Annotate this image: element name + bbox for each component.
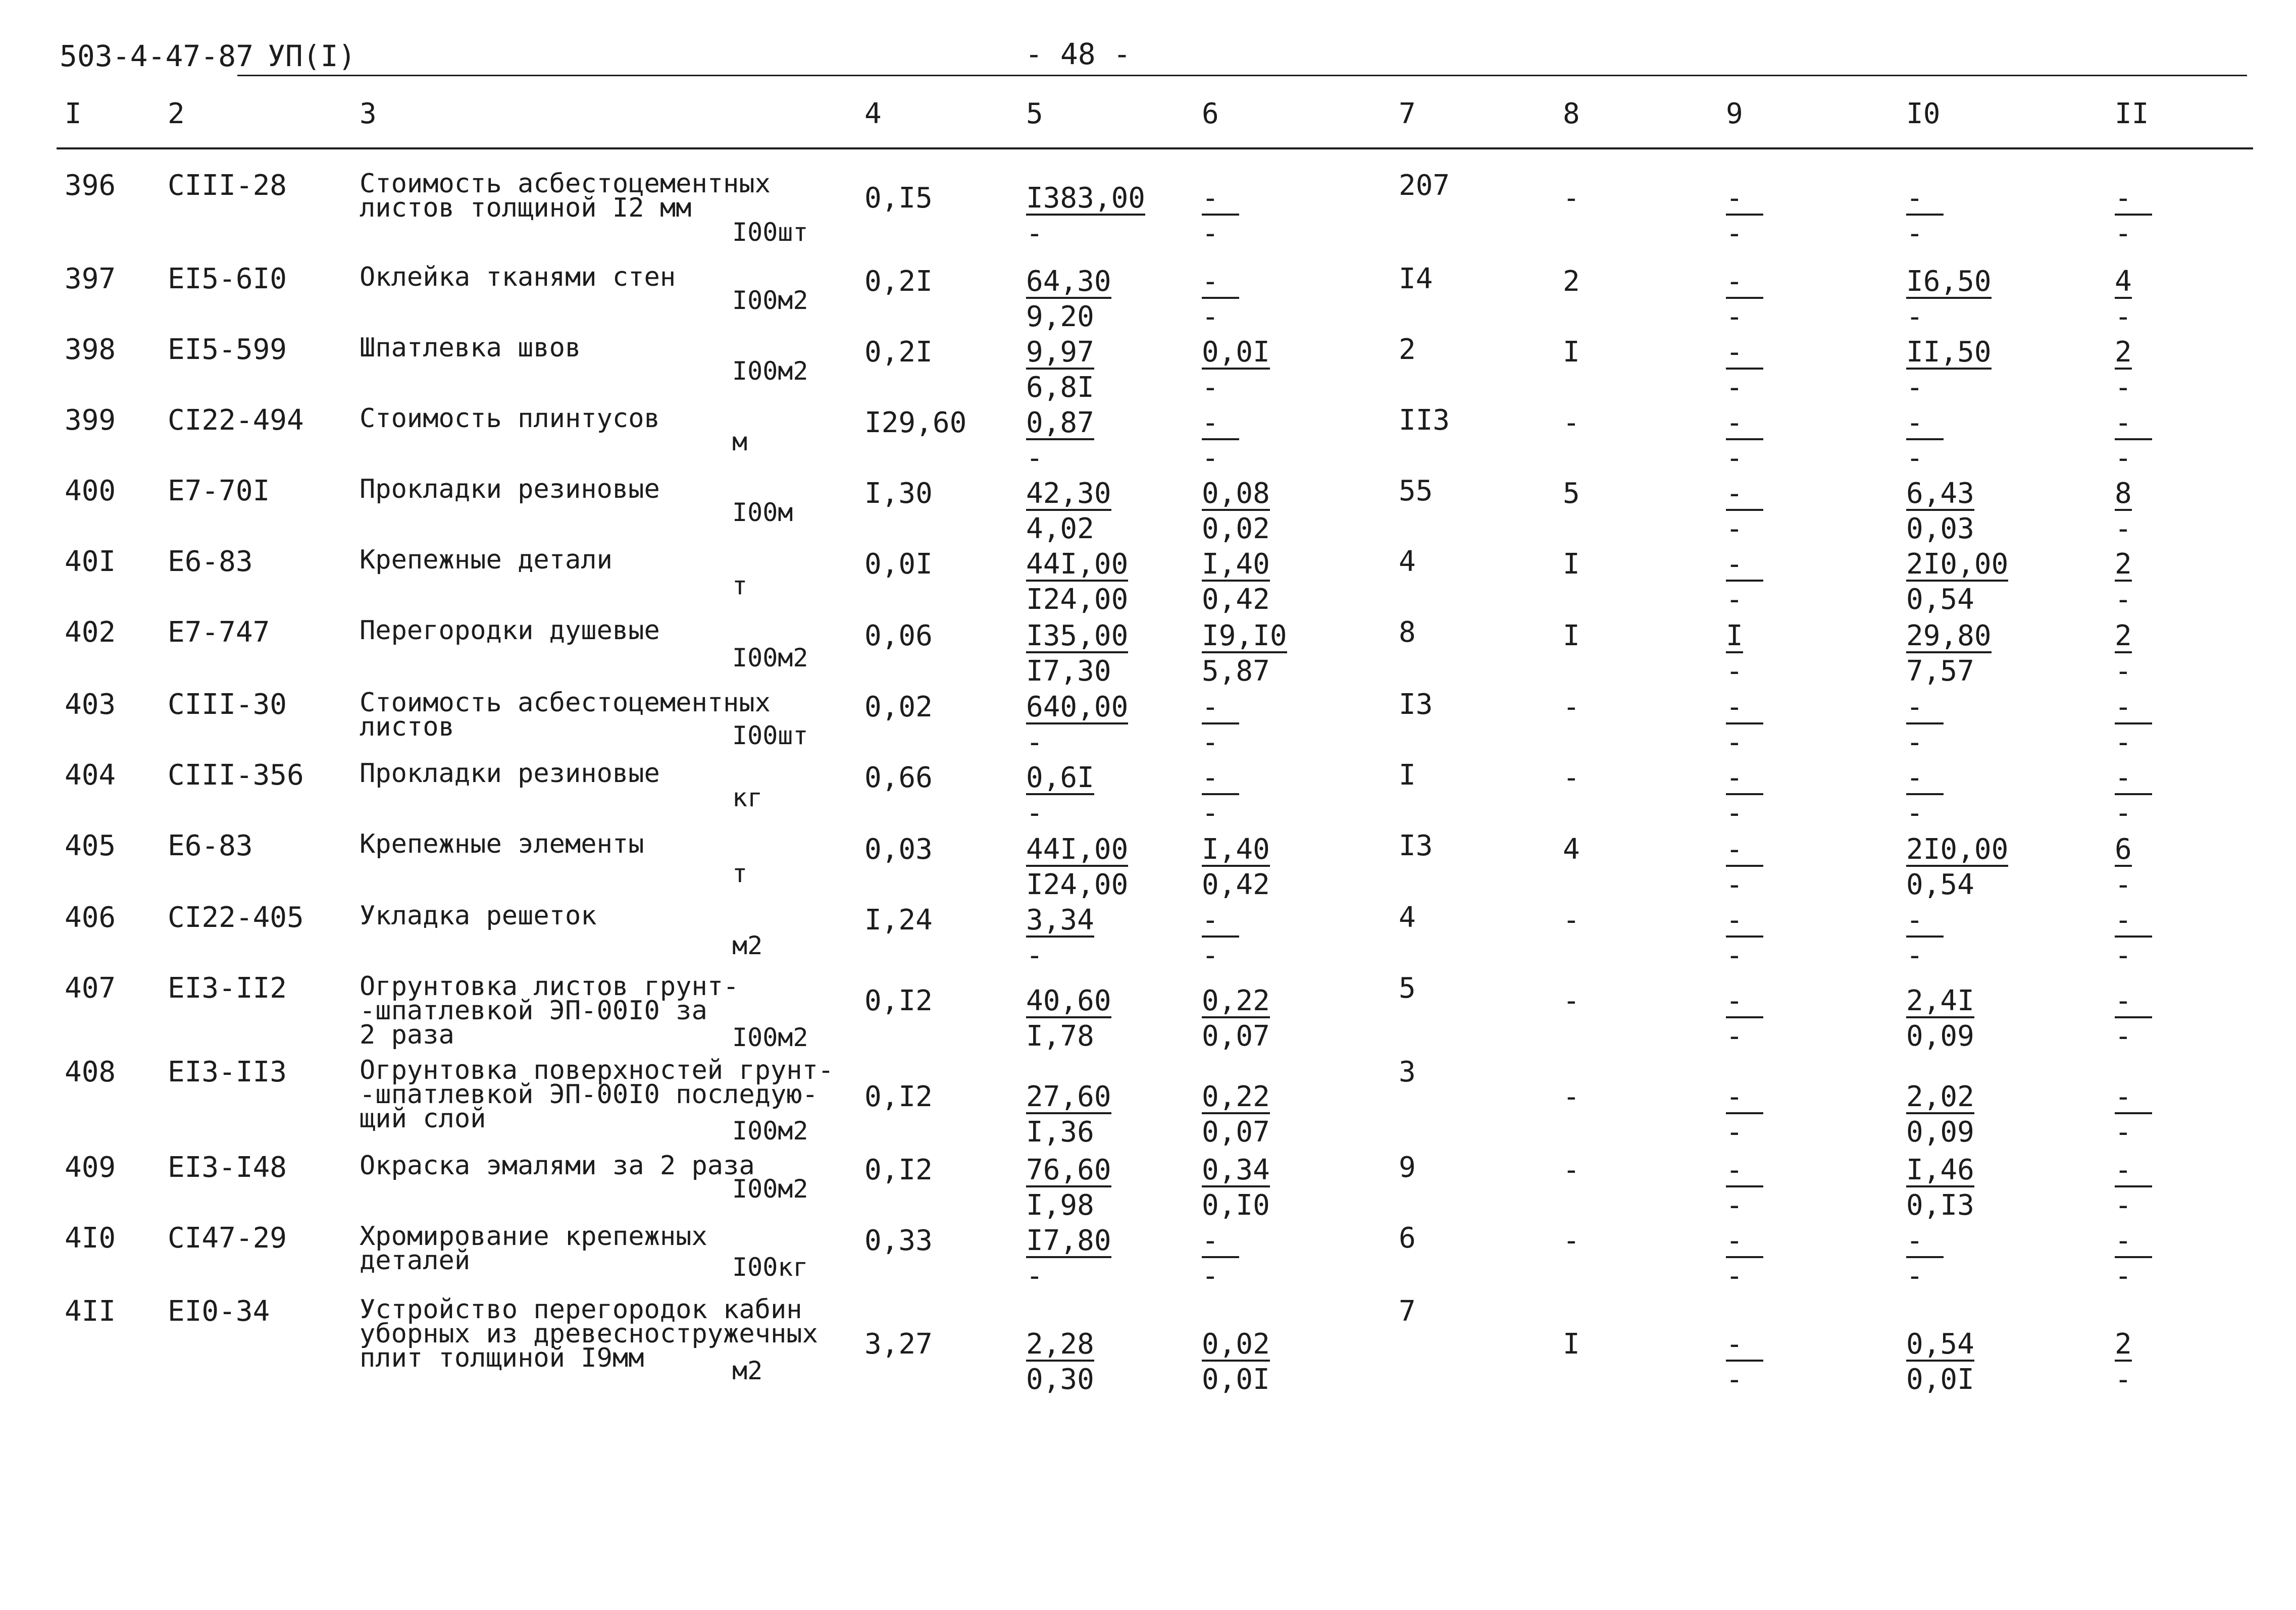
value-col8: I (1563, 619, 1580, 652)
value-bottom-col10: - (1906, 300, 1923, 333)
work-description: Стоимость асбестоцементных листов толщиной I2 мм (360, 169, 771, 223)
row-number: 397 (65, 263, 116, 295)
value-bottom-col6: - (1202, 371, 1219, 404)
value-bottom-col9: - (1726, 1189, 1743, 1222)
value-col7: 9 (1399, 1151, 1416, 1184)
value-top-col5: 64,30 (1026, 265, 1111, 298)
value-top-col9: - (1726, 1227, 1763, 1258)
page-number: - 48 - (1025, 37, 1131, 71)
value-top-col5: 0,6I (1026, 761, 1094, 794)
unit-of-measure: I00м2 (732, 1023, 808, 1052)
column-header-2: 2 (168, 97, 185, 130)
rate-code: СI22-494 (168, 404, 304, 437)
value-bottom-col9: - (1726, 1116, 1743, 1149)
value-bottom-col11: - (2115, 300, 2132, 333)
value-top-col6: 0,02 (1202, 1328, 1270, 1361)
value-bottom-col10: - (1906, 939, 1923, 972)
value-top-col6: - (1202, 184, 1239, 216)
work-description: Перегородки душевые (360, 615, 660, 646)
value-col8: - (1563, 691, 1580, 723)
value-top-col10: I6,50 (1906, 265, 1992, 298)
rate-code: Е7-70I (168, 475, 270, 507)
value-bottom-col10: - (1906, 371, 1923, 404)
unit-of-measure: I00м2 (732, 643, 808, 672)
unit-of-measure: I00м (732, 498, 793, 527)
value-bottom-col5: 0,30 (1026, 1363, 1094, 1396)
column-header-9: 9 (1726, 97, 1743, 130)
unit-of-measure: м2 (732, 931, 763, 960)
value-bottom-col10: 0,09 (1906, 1020, 1974, 1053)
value-col7: 5 (1399, 972, 1416, 1005)
work-description: Огрунтовка листов грунт- -шпатлевкой ЭП-00I0 за 2 раза (360, 971, 739, 1050)
work-description: Крепежные элементы (360, 829, 644, 859)
rate-code: Е6-83 (168, 829, 253, 862)
value-bottom-col11: - (2115, 726, 2132, 759)
value-top-col5: 42,30 (1026, 477, 1111, 510)
quantity: 0,I2 (864, 984, 933, 1017)
value-top-col9: - (1726, 184, 1763, 216)
value-top-col9: - (1726, 906, 1763, 938)
row-number: 403 (65, 688, 116, 721)
quantity: 0,I2 (864, 1080, 933, 1113)
value-top-col5: 44I,00 (1026, 548, 1129, 581)
value-bottom-col10: 0,I3 (1906, 1189, 1974, 1222)
value-bottom-col9: - (1726, 939, 1743, 972)
rate-code: ЕI3-I48 (168, 1151, 287, 1184)
row-number: 396 (65, 169, 116, 202)
unit-of-measure: кг (732, 783, 763, 812)
rate-code: СI47-29 (168, 1222, 287, 1255)
value-col8: - (1563, 761, 1580, 794)
value-top-col6: 0,22 (1202, 1080, 1270, 1113)
value-top-col10: - (1906, 764, 1944, 795)
work-description: Хромирование крепежных деталей (360, 1221, 707, 1276)
work-description: Стоимость асбестоцементных листов (360, 688, 771, 742)
value-col7: 3 (1399, 1056, 1416, 1088)
quantity: 0,0I (864, 548, 933, 581)
rate-code: ЕI5-599 (168, 333, 287, 366)
value-bottom-col5: - (1026, 442, 1043, 475)
value-bottom-col11: - (2115, 1116, 2132, 1149)
value-top-col6: - (1202, 268, 1239, 299)
value-top-col11: - (2115, 1083, 2152, 1114)
value-col8: I (1563, 336, 1580, 369)
value-col7: 7 (1399, 1295, 1416, 1328)
column-header-10: I0 (1906, 97, 1941, 130)
value-top-col6: I,40 (1202, 833, 1270, 866)
value-top-col5: 9,97 (1026, 336, 1094, 369)
value-bottom-col10: 0,03 (1906, 512, 1974, 545)
work-description: Оклейка тканями стен (360, 262, 676, 292)
row-number: 400 (65, 475, 116, 507)
quantity: 0,06 (864, 619, 933, 652)
value-col8: - (1563, 182, 1580, 215)
value-bottom-col9: - (1726, 442, 1743, 475)
value-bottom-col11: - (2115, 442, 2132, 475)
value-bottom-col6: 0,07 (1202, 1116, 1270, 1149)
value-top-col6: 0,0I (1202, 336, 1270, 369)
row-number: 4I0 (65, 1222, 116, 1255)
work-description: Крепежные детали (360, 545, 613, 575)
value-bottom-col10: 0,54 (1906, 868, 1974, 901)
value-top-col11: - (2115, 1156, 2152, 1187)
value-bottom-col10: 0,09 (1906, 1116, 1974, 1149)
row-number: 404 (65, 759, 116, 792)
quantity: 3,27 (864, 1328, 933, 1361)
value-top-col6: I,40 (1202, 548, 1270, 581)
work-description: Огрунтовка поверхностей грунт- -шпатлевкой ЭП-00I0 последую- щий слой (360, 1055, 834, 1134)
quantity: 0,66 (864, 761, 933, 794)
value-top-col9: - (1726, 1156, 1763, 1187)
value-col8: - (1563, 406, 1580, 439)
quantity: 0,2I (864, 336, 933, 369)
rate-code: Е6-83 (168, 545, 253, 578)
row-number: 4II (65, 1295, 116, 1328)
row-number: 409 (65, 1151, 116, 1184)
value-col8: 2 (1563, 265, 1580, 298)
value-top-col11: 2 (2115, 619, 2132, 652)
value-bottom-col5: I24,00 (1026, 583, 1129, 616)
value-top-col6: - (1202, 906, 1239, 938)
value-col8: - (1563, 1080, 1580, 1113)
work-description: Устройство перегородок кабин уборных из древесностружечных плит толщиной I9мм (360, 1294, 818, 1373)
value-top-col11: - (2115, 906, 2152, 938)
quantity: 0,I5 (864, 182, 933, 215)
value-top-col9: - (1726, 480, 1763, 511)
unit-of-measure: I00кг (732, 1253, 808, 1282)
value-bottom-col11: - (2115, 583, 2132, 616)
column-header-11: II (2115, 97, 2149, 130)
value-bottom-col6: - (1202, 217, 1219, 250)
value-bottom-col5: I,98 (1026, 1189, 1094, 1222)
value-col8: I (1563, 1328, 1580, 1361)
row-number: 399 (65, 404, 116, 437)
value-top-col11: 2 (2115, 1328, 2132, 1361)
value-top-col5: 40,60 (1026, 984, 1111, 1017)
value-bottom-col5: - (1026, 1260, 1043, 1292)
rate-code: Е7-747 (168, 616, 270, 649)
value-top-col9: - (1726, 836, 1763, 867)
value-top-col9: - (1726, 987, 1763, 1018)
value-top-col11: - (2115, 1227, 2152, 1258)
value-col7: 207 (1399, 169, 1450, 202)
quantity: 0,I2 (864, 1154, 933, 1186)
value-top-col6: - (1202, 409, 1239, 440)
value-top-col6: 0,34 (1202, 1154, 1270, 1186)
work-description: Прокладки резиновые (360, 474, 660, 504)
value-top-col5: I35,00 (1026, 619, 1129, 652)
value-top-col9: - (1726, 338, 1763, 370)
unit-of-measure: т (732, 859, 748, 888)
value-col8: - (1563, 904, 1580, 937)
value-top-col10: I,46 (1906, 1154, 1974, 1186)
value-top-col11: 6 (2115, 833, 2132, 866)
value-bottom-col5: I,36 (1026, 1116, 1094, 1149)
value-top-col9: - (1726, 268, 1763, 299)
value-bottom-col5: I24,00 (1026, 868, 1129, 901)
column-header-4: 4 (864, 97, 882, 130)
value-top-col11: 4 (2115, 265, 2132, 298)
value-bottom-col9: - (1726, 726, 1743, 759)
value-col8: - (1563, 1224, 1580, 1257)
row-number: 402 (65, 616, 116, 649)
value-top-col10: 0,54 (1906, 1328, 1974, 1361)
value-bottom-col9: - (1726, 583, 1743, 616)
value-top-col10: 2I0,00 (1906, 548, 2009, 581)
rate-code: СI22-405 (168, 901, 304, 934)
quantity: 0,03 (864, 833, 933, 866)
value-bottom-col11: - (2115, 512, 2132, 545)
unit-of-measure: I00шт (732, 218, 808, 247)
value-bottom-col9: - (1726, 217, 1743, 250)
value-top-col9: - (1726, 764, 1763, 795)
value-bottom-col5: - (1026, 726, 1043, 759)
value-bottom-col11: - (2115, 655, 2132, 688)
work-description: Укладка решеток (360, 901, 597, 931)
value-bottom-col11: - (2115, 1363, 2132, 1396)
value-bottom-col10: - (1906, 797, 1923, 829)
value-top-col10: - (1906, 1227, 1944, 1258)
rate-code: ЕI3-II2 (168, 972, 287, 1005)
value-bottom-col11: - (2115, 868, 2132, 901)
value-top-col9: - (1726, 1330, 1763, 1362)
value-col7: 4 (1399, 545, 1416, 578)
unit-of-measure: т (732, 571, 748, 600)
value-top-col5: 2,28 (1026, 1328, 1094, 1361)
quantity: I,30 (864, 477, 933, 510)
row-number: 407 (65, 972, 116, 1005)
value-col7: 55 (1399, 475, 1433, 507)
value-top-col9: - (1726, 1083, 1763, 1114)
value-top-col6: 0,22 (1202, 984, 1270, 1017)
value-top-col6: - (1202, 764, 1239, 795)
rate-code: ЕI0-34 (168, 1295, 270, 1328)
unit-of-measure: I00м2 (732, 286, 808, 315)
value-bottom-col6: 0,02 (1202, 512, 1270, 545)
value-col7: I3 (1399, 829, 1433, 862)
value-bottom-col6: 0,07 (1202, 1020, 1270, 1053)
row-number: 405 (65, 829, 116, 862)
value-col7: 2 (1399, 333, 1416, 366)
value-bottom-col11: - (2115, 797, 2132, 829)
value-top-col11: - (2115, 987, 2152, 1018)
value-bottom-col11: - (2115, 1020, 2132, 1053)
value-top-col5: 0,87 (1026, 406, 1094, 439)
value-bottom-col5: I7,30 (1026, 655, 1111, 688)
rate-code: ЕI3-II3 (168, 1056, 287, 1088)
value-bottom-col6: 0,0I (1202, 1363, 1270, 1396)
value-col7: I4 (1399, 263, 1433, 295)
value-col8: 5 (1563, 477, 1580, 510)
value-bottom-col5: - (1026, 797, 1043, 829)
value-bottom-col6: 5,87 (1202, 655, 1270, 688)
value-bottom-col11: - (2115, 1260, 2132, 1292)
value-bottom-col10: - (1906, 726, 1923, 759)
value-top-col6: - (1202, 693, 1239, 724)
value-col7: I3 (1399, 688, 1433, 721)
unit-of-measure: I00м2 (732, 1174, 808, 1204)
value-bottom-col10: - (1906, 442, 1923, 475)
work-description: Стоимость плинтусов (360, 403, 660, 434)
value-top-col10: 2,02 (1906, 1080, 1974, 1113)
value-bottom-col11: - (2115, 939, 2132, 972)
value-bottom-col5: 9,20 (1026, 300, 1094, 333)
value-bottom-col6: 0,42 (1202, 868, 1270, 901)
value-bottom-col6: 0,42 (1202, 583, 1270, 616)
value-top-col11: - (2115, 409, 2152, 440)
unit-of-measure: м (732, 427, 748, 456)
column-header-8: 8 (1563, 97, 1580, 130)
value-bottom-col9: - (1726, 512, 1743, 545)
value-top-col11: - (2115, 693, 2152, 724)
quantity: 0,33 (864, 1224, 933, 1257)
column-header-rule (57, 147, 2253, 149)
value-col7: 6 (1399, 1222, 1416, 1255)
unit-of-measure: м2 (732, 1356, 763, 1385)
value-bottom-col9: - (1726, 1020, 1743, 1053)
value-bottom-col9: - (1726, 1260, 1743, 1292)
value-bottom-col10: 7,57 (1906, 655, 1974, 688)
value-top-col11: 2 (2115, 548, 2132, 581)
value-top-col9: I (1726, 619, 1743, 652)
value-bottom-col6: 0,I0 (1202, 1189, 1270, 1222)
column-header-6: 6 (1202, 97, 1219, 130)
column-header-5: 5 (1026, 97, 1043, 130)
value-top-col11: - (2115, 184, 2152, 216)
value-bottom-col6: - (1202, 939, 1219, 972)
value-col7: 4 (1399, 901, 1416, 934)
row-number: 406 (65, 901, 116, 934)
value-bottom-col6: - (1202, 797, 1219, 829)
value-bottom-col5: 6,8I (1026, 371, 1094, 404)
value-bottom-col9: - (1726, 797, 1743, 829)
row-number: 408 (65, 1056, 116, 1088)
value-top-col5: I383,00 (1026, 182, 1146, 215)
quantity: I29,60 (864, 406, 967, 439)
value-bottom-col6: - (1202, 1260, 1219, 1292)
value-top-col10: 6,43 (1906, 477, 1974, 510)
value-bottom-col10: 0,0I (1906, 1363, 1974, 1396)
value-top-col10: - (1906, 409, 1944, 440)
value-bottom-col9: - (1726, 371, 1743, 404)
value-col8: - (1563, 1154, 1580, 1186)
value-top-col5: 640,00 (1026, 691, 1129, 723)
value-top-col5: 3,34 (1026, 904, 1094, 937)
quantity: 0,2I (864, 265, 933, 298)
column-header-3: 3 (360, 97, 377, 130)
quantity: I,24 (864, 904, 933, 937)
value-bottom-col11: - (2115, 217, 2132, 250)
rate-code: СIII-30 (168, 688, 287, 721)
value-top-col6: - (1202, 1227, 1239, 1258)
value-bottom-col5: - (1026, 939, 1043, 972)
value-top-col5: 27,60 (1026, 1080, 1111, 1113)
quantity: 0,02 (864, 691, 933, 723)
value-col8: I (1563, 548, 1580, 581)
value-bottom-col9: - (1726, 868, 1743, 901)
unit-of-measure: I00м2 (732, 1116, 808, 1146)
value-col7: II3 (1399, 404, 1450, 437)
value-top-col10: II,50 (1906, 336, 1992, 369)
value-top-col9: - (1726, 550, 1763, 582)
value-top-col10: - (1906, 693, 1944, 724)
value-top-col10: - (1906, 184, 1944, 216)
value-top-col5: 44I,00 (1026, 833, 1129, 866)
value-bottom-col9: - (1726, 655, 1743, 688)
value-bottom-col9: - (1726, 300, 1743, 333)
value-top-col10: 2I0,00 (1906, 833, 2009, 866)
work-description: Шпатлевка швов (360, 333, 581, 363)
value-bottom-col6: - (1202, 442, 1219, 475)
value-top-col6: 0,08 (1202, 477, 1270, 510)
value-bottom-col5: 4,02 (1026, 512, 1094, 545)
value-bottom-col6: - (1202, 726, 1219, 759)
rate-code: СIII-356 (168, 759, 304, 792)
value-col8: 4 (1563, 833, 1580, 866)
value-bottom-col10: 0,54 (1906, 583, 1974, 616)
rate-code: ЕI5-6I0 (168, 263, 287, 295)
value-top-col5: I7,80 (1026, 1224, 1111, 1257)
value-top-col11: - (2115, 764, 2152, 795)
value-bottom-col11: - (2115, 1189, 2132, 1222)
value-bottom-col5: - (1026, 217, 1043, 250)
value-top-col11: 8 (2115, 477, 2132, 510)
value-bottom-col5: I,78 (1026, 1020, 1094, 1053)
value-bottom-col10: - (1906, 1260, 1923, 1292)
work-description: Окраска эмалями за 2 раза (360, 1151, 755, 1181)
column-header-1: I (65, 97, 82, 130)
rate-code: СIII-28 (168, 169, 287, 202)
value-top-col10: 29,80 (1906, 619, 1992, 652)
value-top-col9: - (1726, 693, 1763, 724)
value-bottom-col11: - (2115, 371, 2132, 404)
value-bottom-col6: - (1202, 300, 1219, 333)
value-top-col6: I9,I0 (1202, 619, 1287, 652)
value-col7: I (1399, 759, 1416, 792)
column-header-7: 7 (1399, 97, 1416, 130)
value-top-col9: - (1726, 409, 1763, 440)
value-top-col5: 76,60 (1026, 1154, 1111, 1186)
unit-of-measure: I00м2 (732, 356, 808, 386)
document-code: 503-4-47-87 (60, 39, 254, 73)
value-top-col10: 2,4I (1906, 984, 1974, 1017)
unit-of-measure: I00шт (732, 721, 808, 750)
value-col8: - (1563, 984, 1580, 1017)
row-number: 398 (65, 333, 116, 366)
section-code: УП(I) (268, 39, 356, 73)
value-bottom-col10: - (1906, 217, 1923, 250)
header-rule (237, 75, 2247, 76)
value-col7: 8 (1399, 616, 1416, 649)
value-top-col10: - (1906, 906, 1944, 938)
row-number: 40I (65, 545, 116, 578)
value-bottom-col9: - (1726, 1363, 1743, 1396)
value-top-col11: 2 (2115, 336, 2132, 369)
work-description: Прокладки резиновые (360, 758, 660, 789)
